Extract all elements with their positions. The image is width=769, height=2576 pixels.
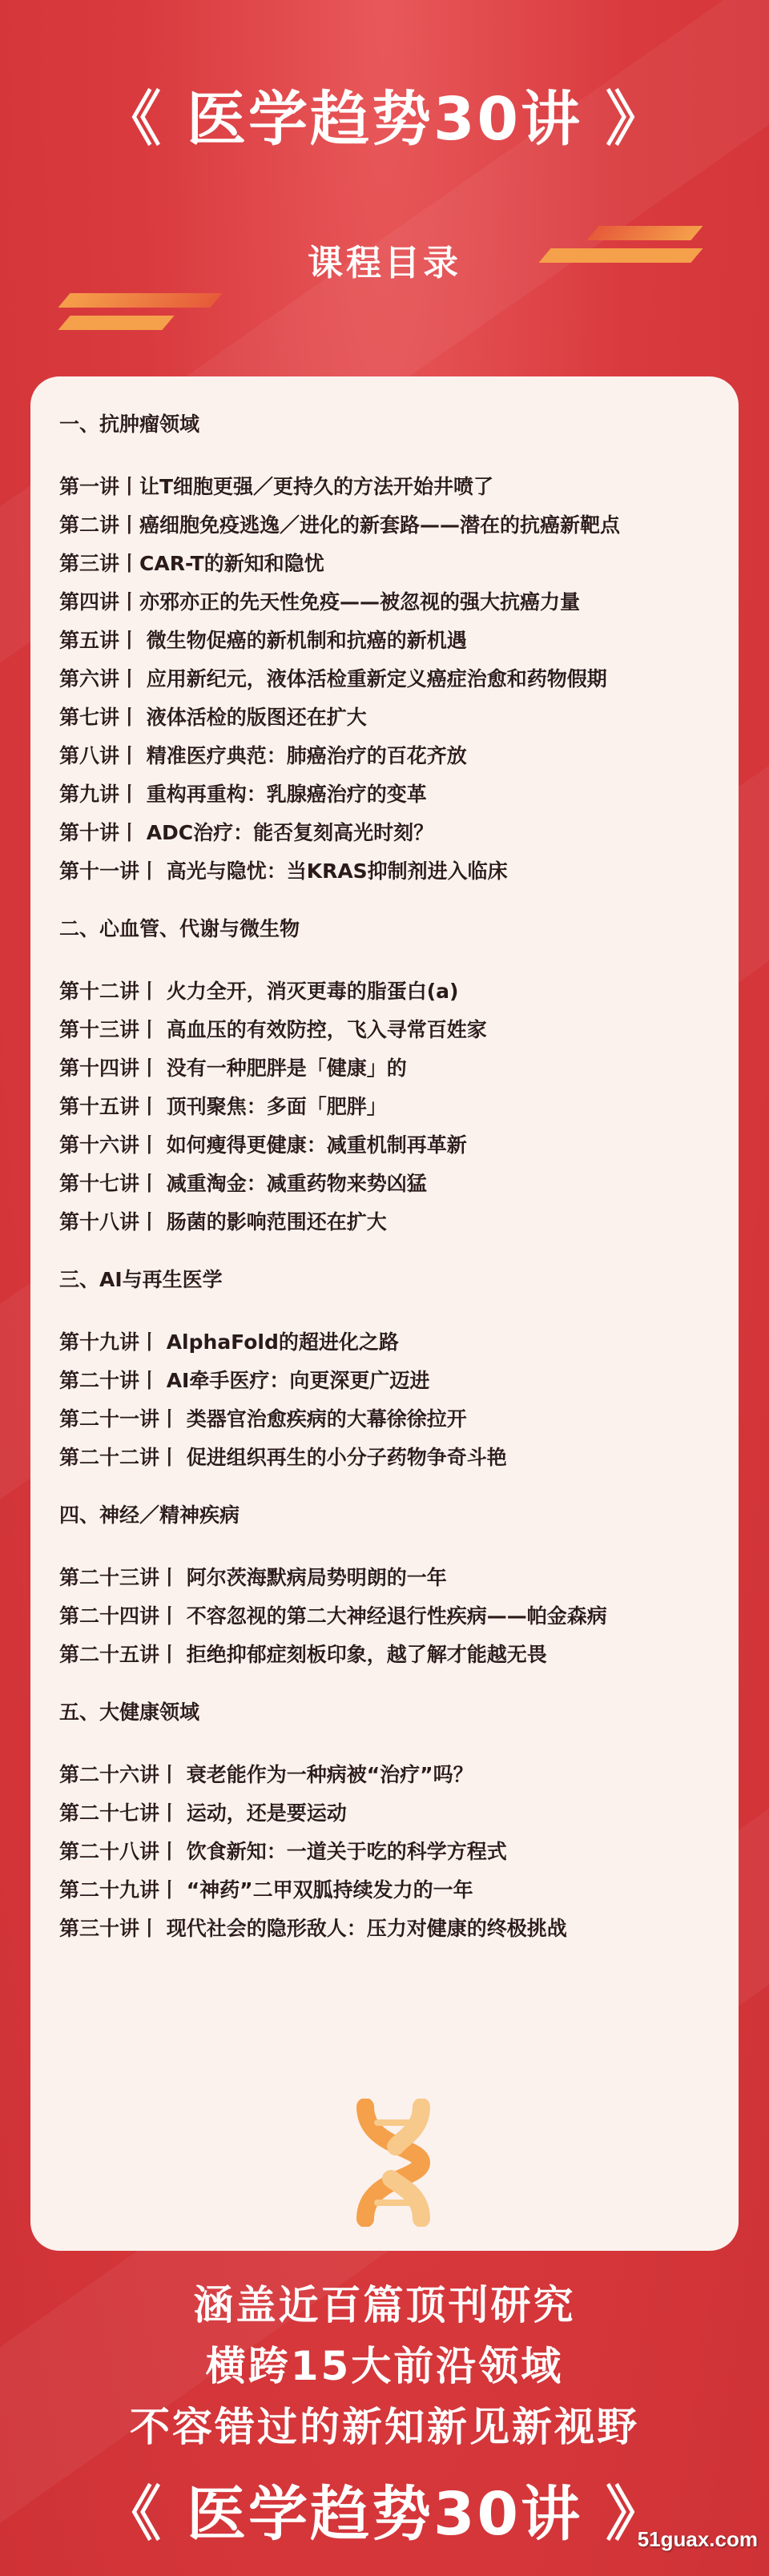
section-heading: 四、神经／精神疾病 bbox=[59, 1503, 240, 1527]
lecture-item: 第七讲丨 液体活检的版图还在扩大 bbox=[59, 706, 367, 729]
lecture-item: 第二十二讲丨 促进组织再生的小分子药物争奇斗艳 bbox=[59, 1446, 507, 1469]
lecture-item: 第二十七讲丨 运动，还是要运动 bbox=[59, 1801, 347, 1825]
lecture-item: 第三讲丨CAR-T的新知和隐忧 bbox=[59, 552, 324, 575]
subtitle-banner bbox=[0, 216, 769, 328]
tagline-line: 涵盖近百篇顶刊研究 bbox=[193, 2282, 576, 2328]
lecture-item: 第十三讲丨 高血压的有效防控，飞入寻常百姓家 bbox=[59, 1018, 487, 1041]
lecture-item: 第二十八讲丨 饮食新知：一道关于吃的科学方程式 bbox=[59, 1840, 507, 1863]
lecture-item: 第二十四讲丨 不容忽视的第二大神经退行性疾病——帕金森病 bbox=[59, 1604, 607, 1628]
footer-title: 《 医学趋势30讲 》 bbox=[102, 2480, 667, 2549]
section-heading: 五、大健康领域 bbox=[59, 1701, 200, 1724]
tagline-line: 横跨15大前沿领域 bbox=[205, 2343, 564, 2389]
lecture-item: 第十六讲丨 如何瘦得更健康：减重机制再革新 bbox=[59, 1133, 467, 1157]
lecture-item: 第二十讲丨 AI牵手医疗：向更深更广迈进 bbox=[59, 1369, 430, 1392]
section-subtitle: 课程目录 bbox=[308, 243, 461, 284]
catalog-section bbox=[59, 1697, 739, 1948]
lecture-item: 第九讲丨 重构再重构：乳腺癌治疗的变革 bbox=[59, 783, 427, 806]
lecture-item: 第二十九讲丨 “神药”二甲双胍持续发力的一年 bbox=[59, 1878, 473, 1902]
watermark: 51guax.com bbox=[637, 2527, 758, 2551]
lecture-item: 第十五讲丨 顶刊聚焦：多面「肥胖」 bbox=[59, 1095, 387, 1118]
tagline-line: 不容错过的新知新见新视野 bbox=[130, 2404, 639, 2450]
course-catalog-card bbox=[30, 376, 739, 2251]
lecture-item: 第十七讲丨 减重淘金：减重药物来势凶猛 bbox=[59, 1172, 427, 1195]
decorative-stripe bbox=[58, 293, 222, 308]
lecture-item: 第二十一讲丨 类器官治愈疾病的大幕徐徐拉开 bbox=[59, 1407, 467, 1431]
lecture-item: 第三十讲丨 现代社会的隐形敌人：压力对健康的终极挑战 bbox=[59, 1917, 567, 1940]
lecture-item: 第十八讲丨 肠菌的影响范围还在扩大 bbox=[59, 1210, 387, 1234]
lecture-item: 第六讲丨 应用新纪元，液体活检重新定义癌症治愈和药物假期 bbox=[59, 667, 607, 690]
section-heading: 一、抗肿瘤领域 bbox=[59, 413, 200, 436]
lecture-item: 第十九讲丨 AlphaFold的超进化之路 bbox=[59, 1330, 399, 1354]
lecture-item: 第八讲丨 精准医疗典范：肺癌治疗的百花齐放 bbox=[59, 744, 467, 767]
lecture-item: 第一讲丨让T细胞更强／更持久的方法开始井喷了 bbox=[59, 475, 494, 498]
catalog-section bbox=[59, 913, 739, 1242]
footer-tagline bbox=[0, 2275, 769, 2457]
decorative-stripe bbox=[58, 316, 174, 330]
catalog-section bbox=[59, 1264, 739, 1477]
lecture-item: 第五讲丨 微生物促癌的新机制和抗癌的新机遇 bbox=[59, 629, 467, 652]
lecture-item: 第四讲丨亦邪亦正的先天性免疫——被忽视的强大抗癌力量 bbox=[59, 590, 581, 614]
lecture-item: 第十二讲丨 火力全开，消灭更毒的脂蛋白(a) bbox=[59, 980, 459, 1003]
lecture-item: 第二十三讲丨 阿尔茨海默病局势明朗的一年 bbox=[59, 1566, 447, 1589]
lecture-item: 第十讲丨 ADC治疗：能否复刻高光时刻？ bbox=[59, 821, 434, 844]
dna-icon bbox=[341, 2099, 445, 2227]
lecture-item: 第二十六讲丨 衰老能作为一种病被“治疗”吗？ bbox=[59, 1763, 473, 1786]
page-title: 《 医学趋势30讲 》 bbox=[102, 85, 667, 154]
catalog-section bbox=[59, 1499, 739, 1674]
section-heading: 二、心血管、代谢与微生物 bbox=[59, 917, 300, 940]
lecture-item: 第二十五讲丨 拒绝抑郁症刻板印象，越了解才能越无畏 bbox=[59, 1643, 547, 1666]
section-heading: 三、AI与再生医学 bbox=[59, 1268, 223, 1291]
catalog-section bbox=[59, 409, 739, 891]
lecture-item: 第十四讲丨 没有一种肥胖是「健康」的 bbox=[59, 1057, 407, 1080]
lecture-item: 第二讲丨癌细胞免疫逃逸／进化的新套路——潜在的抗癌新靶点 bbox=[59, 513, 621, 537]
lecture-item: 第十一讲丨 高光与隐忧：当KRAS抑制剂进入临床 bbox=[59, 859, 508, 883]
